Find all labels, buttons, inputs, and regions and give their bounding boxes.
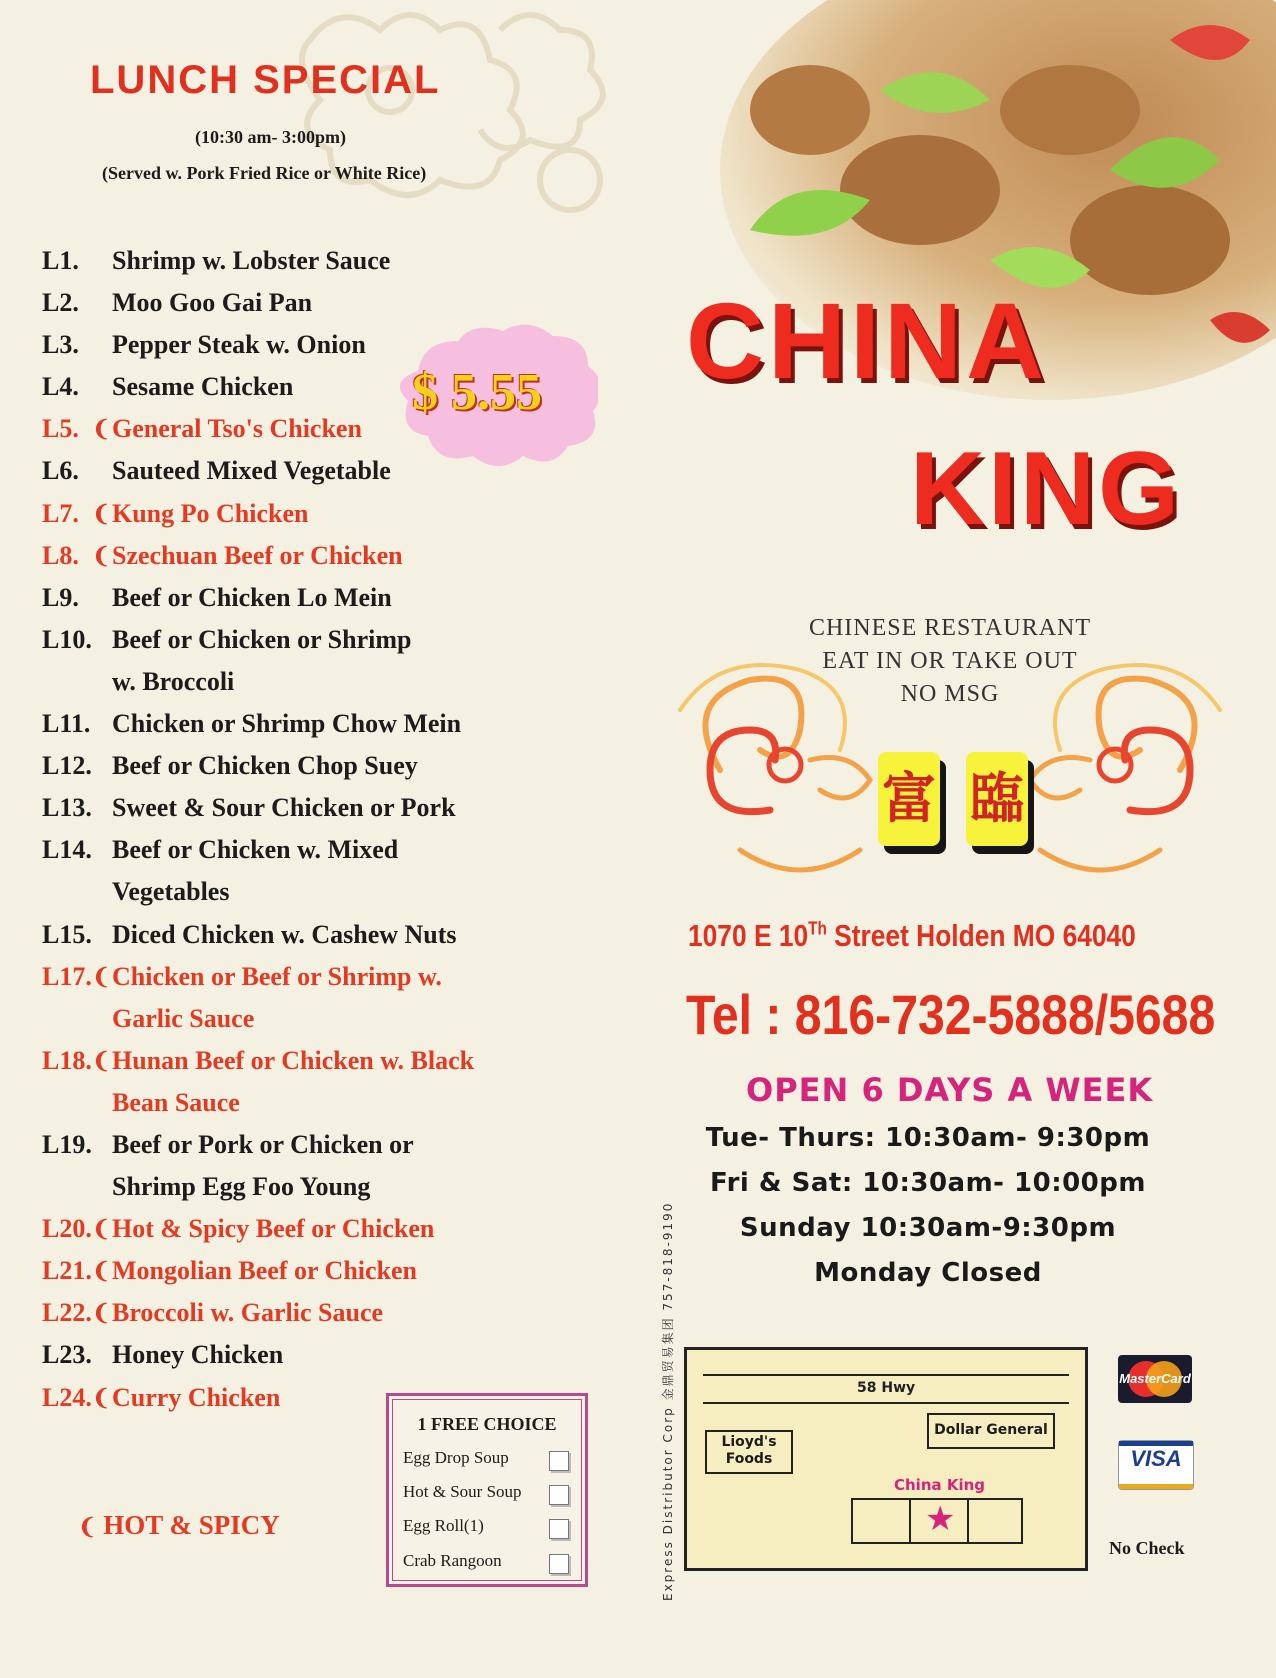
menu-item-name: Sweet & Sour Chicken or Pork: [112, 793, 456, 823]
tagline-no-msg: NO MSG: [900, 681, 1000, 707]
menu-item-name: Mongolian Beef or Chicken: [112, 1256, 418, 1286]
cloud-decoration: [270, 0, 650, 230]
free-choice-checkbox[interactable]: [549, 1485, 569, 1505]
menu-item-name: Pepper Steak w. Onion: [112, 330, 366, 360]
tagline-chinese-restaurant: CHINESE RESTAURANT: [808, 615, 1092, 641]
menu-item: [36, 1334, 556, 1376]
menu-item-name: Hunan Beef or Chicken w. Black: [112, 1045, 475, 1075]
menu-item-code: L14.: [42, 835, 92, 865]
menu-item-code: L22.: [42, 1298, 92, 1328]
lunch-special-title: LUNCH SPECIAL: [90, 58, 441, 102]
lunch-served-with: (Served w. Pork Fried Rice or White Rice): [102, 163, 427, 183]
free-choice-option: Egg Roll(1): [403, 1516, 484, 1535]
menu-item: [36, 998, 556, 1040]
menu-item-name: Shrimp w. Lobster Sauce: [112, 246, 391, 275]
menu-item-code: L20.: [42, 1214, 92, 1244]
pepper-icon: ❨: [92, 1384, 111, 1410]
address-superscript: Th: [808, 918, 827, 939]
menu-item-name: Sauteed Mixed Vegetable: [112, 456, 391, 486]
menu-item-code: L19.: [42, 1129, 92, 1159]
menu-item: [36, 956, 556, 998]
hours-monday: Monday Closed: [814, 1258, 1042, 1288]
menu-item-name: Chicken or Beef or Shrimp w.: [112, 961, 442, 991]
menu-item-code: L12.: [42, 751, 92, 781]
menu-item: [36, 787, 556, 829]
menu-item-name: Beef or Pork or Chicken or: [112, 1129, 414, 1159]
menu-item: [36, 577, 556, 619]
menu-item-name: Sesame Chicken: [112, 372, 294, 402]
menu-item: [36, 1166, 556, 1208]
map-store-lioyds-line2: Foods: [725, 1451, 773, 1467]
menu-item: [36, 871, 556, 913]
free-choice-option: Crab Rangoon: [403, 1551, 502, 1570]
menu-item-code: L10.: [42, 624, 92, 654]
menu-item: [36, 619, 556, 661]
menu-item-code: L5.: [42, 414, 79, 444]
menu-item: [36, 703, 556, 745]
menu-item-name: Beef or Chicken Lo Mein: [112, 582, 392, 612]
visa-logo: [1118, 1440, 1194, 1490]
spicy-legend: [78, 1510, 280, 1541]
menu-item-code: L11.: [42, 709, 91, 739]
free-choice-option: Hot & Sour Soup: [403, 1482, 522, 1501]
location-map: [684, 1347, 1088, 1571]
hours-fri-sat: Fri & Sat: 10:30am- 10:00pm: [710, 1168, 1146, 1198]
lunch-hours: (10:30 am- 3:00pm): [195, 127, 346, 147]
menu-item-code: L7.: [42, 498, 79, 528]
pepper-icon: ❨: [92, 500, 111, 526]
menu-item-code: L9.: [42, 582, 79, 612]
map-road-line: [703, 1402, 1069, 1404]
menu-item-code: L4.: [42, 372, 79, 402]
menu-item-name: Garlic Sauce: [112, 1003, 255, 1033]
menu-item: [36, 829, 556, 871]
visa-stripe: [1119, 1484, 1193, 1489]
restaurant-name-king: KING: [910, 431, 1182, 547]
menu-item-name: Broccoli w. Garlic Sauce: [112, 1298, 384, 1328]
free-choice-title: 1 FREE CHOICE: [417, 1414, 557, 1434]
address-number: 1070 E 10: [688, 918, 809, 953]
menu-item: [36, 745, 556, 787]
map-road-line: [703, 1374, 1069, 1376]
menu-item: [36, 914, 556, 956]
free-choice-checkbox[interactable]: [549, 1554, 569, 1574]
menu-item-name: Hot & Spicy Beef or Chicken: [112, 1214, 435, 1244]
menu-item-name: Moo Goo Gai Pan: [112, 288, 313, 318]
mastercard-logo: [1118, 1355, 1192, 1403]
hours-sunday: Sunday 10:30am-9:30pm: [739, 1213, 1117, 1243]
free-choice-option: Egg Drop Soup: [403, 1448, 509, 1467]
map-building-block: [967, 1498, 1023, 1544]
visa-stripe: [1119, 1441, 1193, 1446]
menu-item-name: Honey Chicken: [112, 1340, 284, 1370]
menu-item-code: L17.: [42, 961, 92, 991]
logo-character: 臨: [966, 752, 1028, 846]
menu-item-code: L13.: [42, 793, 92, 823]
menu-item-code: L18.: [42, 1045, 92, 1075]
spicy-legend-label: HOT & SPICY: [103, 1510, 280, 1540]
pepper-icon: ❨: [92, 963, 111, 989]
pepper-icon: ❨: [92, 1258, 111, 1284]
menu-item-name: Curry Chicken: [112, 1382, 281, 1412]
menu-item-name: Beef or Chicken or Shrimp: [112, 624, 412, 654]
free-choice-checkbox[interactable]: [549, 1451, 569, 1471]
mastercard-label: MasterCard: [1119, 1371, 1191, 1386]
free-choice-box: [386, 1393, 588, 1587]
menu-item: [36, 1082, 556, 1124]
menu-item: [36, 493, 556, 535]
menu-item-name: Vegetables: [112, 877, 230, 907]
pepper-icon: ❨: [92, 1216, 111, 1242]
menu-item: [36, 1250, 556, 1292]
lunch-price: $ 5.55: [412, 364, 542, 421]
pepper-icon: ❨: [92, 542, 111, 568]
map-store-lioyds: [705, 1430, 793, 1474]
pepper-icon: ❨: [92, 1047, 111, 1073]
menu-item-name: General Tso's Chicken: [112, 414, 362, 444]
menu-item-name: Kung Po Chicken: [112, 498, 309, 528]
menu-item-name: Bean Sauce: [112, 1087, 240, 1117]
menu-item-name: Diced Chicken w. Cashew Nuts: [112, 919, 457, 949]
visa-label: VISA: [1130, 1446, 1182, 1471]
map-store-dollar-general: Dollar General: [927, 1413, 1055, 1449]
star-icon: ★: [925, 1501, 956, 1538]
free-choice-checkbox[interactable]: [549, 1519, 569, 1539]
open-days: OPEN 6 DAYS A WEEK: [746, 1071, 1154, 1109]
menu-item: [36, 240, 556, 282]
pepper-icon: ❨: [92, 416, 111, 442]
menu-item-name: w. Broccoli: [112, 666, 235, 696]
menu-item-code: L24.: [42, 1382, 92, 1412]
menu-item-code: L6.: [42, 456, 79, 486]
restaurant-address: [688, 918, 1136, 954]
menu-item: [36, 535, 556, 577]
printer-credit: Express Distributor Corp 金鼎贸易集团 757-818-9190: [661, 1201, 675, 1601]
menu-item-code: L21.: [42, 1256, 92, 1286]
menu-item: [36, 661, 556, 703]
no-check-notice: No Check: [1109, 1538, 1185, 1558]
menu-item-name: Beef or Chicken w. Mixed: [112, 835, 399, 865]
menu-item-code: L3.: [42, 330, 79, 360]
map-highway-label: 58 Hwy: [857, 1380, 916, 1396]
menu-item-name: Beef or Chicken Chop Suey: [112, 751, 418, 781]
menu-item-name: Szechuan Beef or Chicken: [112, 540, 403, 570]
restaurant-name-china: CHINA: [686, 280, 1048, 401]
menu-item-code: L1.: [42, 246, 79, 275]
menu-item: [36, 1124, 556, 1166]
menu-item: [36, 1208, 556, 1250]
telephone: Tel : 816-732-5888/5688: [686, 983, 1216, 1046]
menu-item-code: L8.: [42, 540, 79, 570]
pepper-icon: ❨: [92, 1300, 111, 1326]
hours-tue-thurs: Tue- Thurs: 10:30am- 9:30pm: [705, 1123, 1151, 1153]
menu-item-code: L2.: [42, 288, 79, 318]
map-china-king-label: China King: [894, 1476, 986, 1494]
address-street: Street Holden MO 64040: [826, 918, 1136, 953]
logo-character: 富: [878, 752, 940, 846]
menu-item-code: L23.: [42, 1340, 92, 1370]
pepper-icon: ❨: [78, 1514, 97, 1539]
menu-item: [36, 1292, 556, 1334]
tagline-eat-in-take-out: EAT IN OR TAKE OUT: [822, 648, 1078, 674]
menu-item-code: L15.: [42, 919, 92, 949]
menu-item-name: Chicken or Shrimp Chow Mein: [112, 709, 462, 739]
menu-item-name: Shrimp Egg Foo Young: [112, 1172, 371, 1202]
menu-item: [36, 1040, 556, 1082]
map-store-lioyds-line1: Lioyd's: [721, 1434, 777, 1450]
map-building-block: [851, 1498, 911, 1544]
